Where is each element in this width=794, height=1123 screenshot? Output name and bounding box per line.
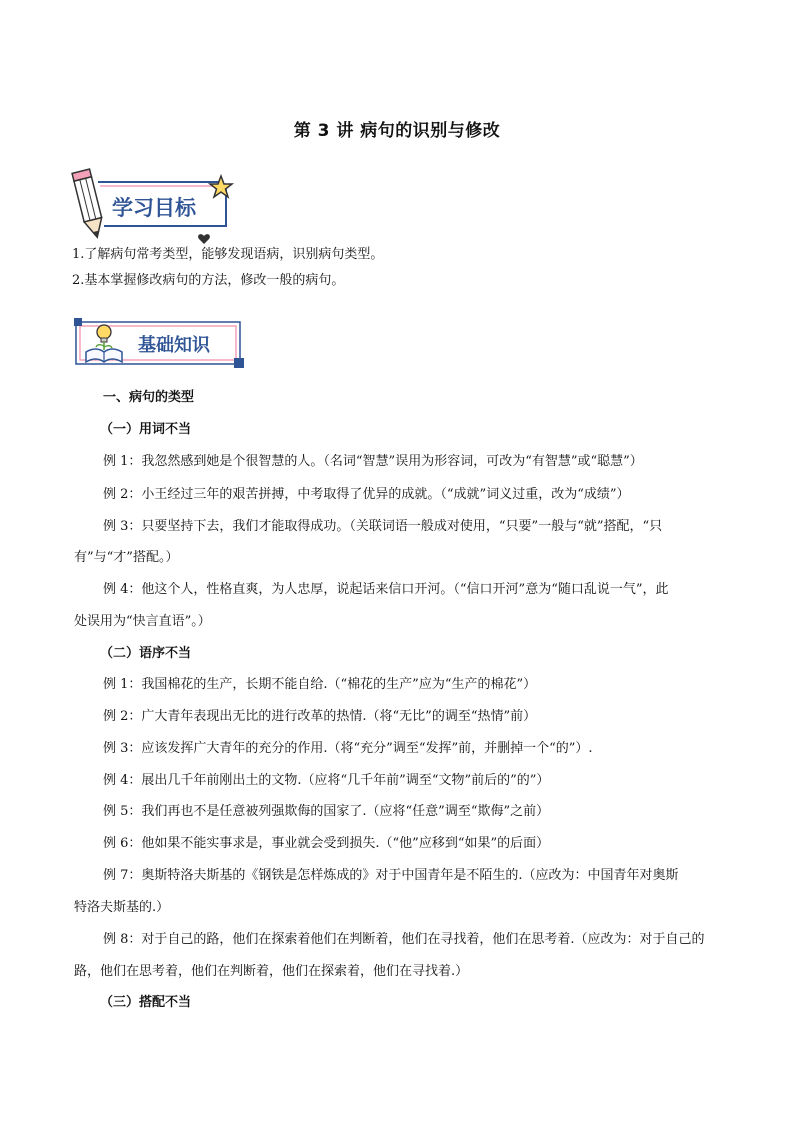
example-line: 例 7：奥斯特洛夫斯基的《钢铁是怎样炼成的》对于中国青年是不陌生的.（应改为：中国青年对奥斯 [103, 868, 679, 883]
goal-item: 2.基本掌握修改病句的方法，修改一般的病句。 [72, 273, 345, 288]
section-heading: 一、病句的类型 [103, 390, 195, 405]
goal-item: 1.了解病句常考类型，能够发现语病，识别病句类型。 [72, 247, 384, 262]
example-line: 路，他们在思考着，他们在判断着，他们在探索着，他们在寻找着.） [74, 964, 469, 979]
example-line: 例 2：广大青年表现出无比的进行改革的热情.（将“无比”的调至“热情”前） [103, 709, 537, 724]
example-line: 特洛夫斯基的.） [74, 900, 170, 915]
example-line: 例 5：我们再也不是任意被列强欺侮的国家了.（应将“任意”调至“欺侮”之前） [103, 804, 550, 819]
page-title: 第 3 讲 病句的识别与修改 [293, 121, 501, 141]
basics-banner-label: 基础知识 [138, 335, 210, 356]
example-line: 有”与“才”搭配。） [74, 550, 179, 565]
goals-banner-label: 学习目标 [112, 196, 196, 220]
example-line: 例 1：我忽然感到她是个很智慧的人。（名词“智慧”误用为形容词，可改为“有智慧”或“聪慧”） [103, 454, 643, 469]
subsection-heading: （一）用词不当 [100, 422, 192, 437]
example-line: 例 4：展出几千年前刚出土的文物.（应将“几千年前”调至“文物”前后的”的”） [103, 773, 550, 788]
subsection-heading: （二）语序不当 [100, 646, 192, 661]
basics-banner [74, 318, 246, 370]
example-line: 处误用为“快言直语”。） [74, 614, 211, 629]
star-icon [208, 174, 234, 200]
example-line: 例 2：小王经过三年的艰苦拼搏，中考取得了优异的成就。（“成就”词义过重，改为“成绩”） [103, 487, 630, 502]
example-line: 例 3：只要坚持下去，我们才能取得成功。（关联词语一般成对使用，“只要”一般与“就”搭配，“只 [103, 519, 663, 534]
example-line: 例 1：我国棉花的生产，长期不能自给.（“棉花的生产”应为“生产的棉花”） [103, 677, 537, 692]
example-line: 例 3：应该发挥广大青年的充分的作用.（将“充分”调至“发挥”前，并删掉一个“的”）. [103, 741, 593, 756]
example-line: 例 4：他这个人，性格直爽，为人忠厚，说起话来信口开河。（“信口开河”意为“随口乱说一气”，此 [103, 582, 669, 597]
example-line: 例 6：他如果不能实事求是，事业就会受到损失.（“他”应移到“如果”的后面） [103, 836, 550, 851]
subsection-heading: （三）搭配不当 [100, 995, 192, 1010]
goals-banner [68, 164, 238, 254]
example-line: 例 8：对于自己的路，他们在探索着他们在判断着，他们在寻找着，他们在思考着.（应改为：对于自己的 [103, 932, 705, 947]
